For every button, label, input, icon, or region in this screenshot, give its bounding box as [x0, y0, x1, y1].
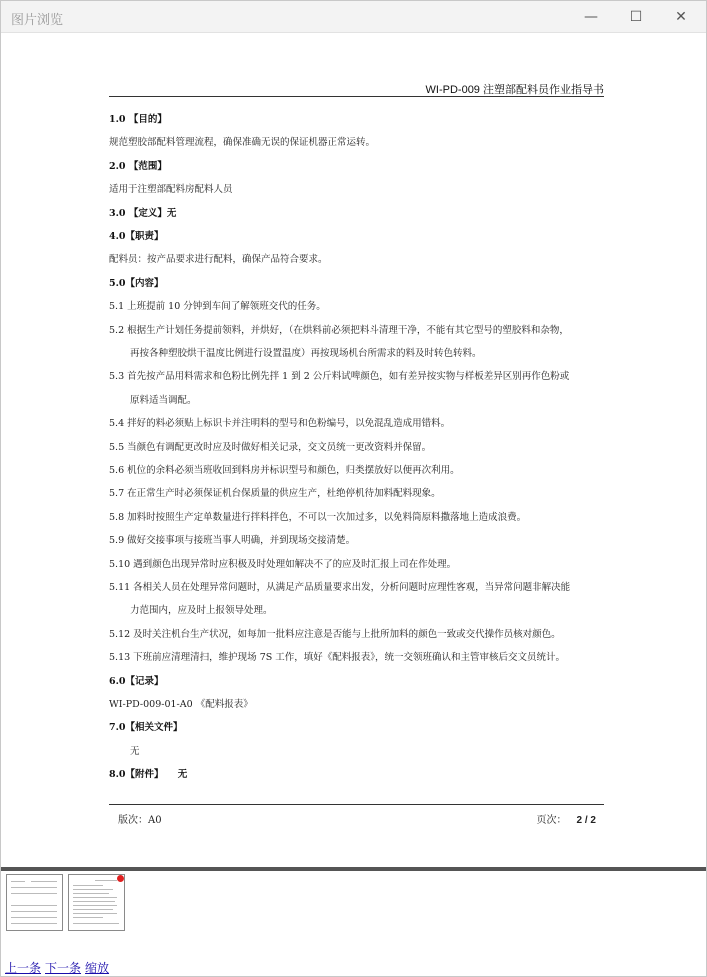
section-heading: 6.0【记录】 [109, 675, 164, 687]
text-line: 5.9 做好交接事项与接班当事人明确，并到现场交接清楚。 [109, 535, 356, 547]
minimize-button[interactable]: — [584, 8, 598, 25]
text-line: WI-PD-009-01-A0 《配料报表》 [109, 699, 253, 710]
section-heading: 4.0【职责】 [109, 231, 164, 242]
section-heading: 5.0【内容】 [109, 277, 164, 289]
text-line: 5.13 下班前应清理清扫，维护现场 7S 工作，填好《配料报表》，统一交领班确认和主管审核后交文员统计。 [109, 652, 566, 664]
page-value: 2 / 2 [576, 815, 596, 826]
document-header: WI-PD-009 注塑部配料员作业指导书 [425, 84, 604, 96]
text-line: 配料员：按产品要求进行配料，确保产品符合要求。 [109, 254, 328, 266]
window-title: 图片浏览 [11, 13, 64, 28]
text-line: 5.7 在正常生产时必须保证机台保质量的供应生产，杜绝停机待加料配料现象。 [109, 488, 441, 500]
next-link[interactable]: 下一条 [45, 961, 82, 975]
section-heading: 1.0 【目的】 [109, 114, 167, 125]
title-bar [1, 1, 706, 33]
thumbnail-strip [1, 871, 706, 959]
thumbnail-page-1[interactable] [6, 874, 63, 931]
text-line: 5.8 加料时按照生产定单数量进行拌料拌色，不可以一次加过多，以免料筒原料撒落地上造成浪费。 [109, 511, 527, 523]
header-rule [109, 96, 604, 97]
text-line: 5.4 拌好的料必须贴上标识卡并注明料的型号和色粉编号，以免混乱造成用错料。 [109, 418, 451, 430]
page-label: 页次： [536, 815, 567, 826]
text-line: 5.1 上班提前 10 分钟到车间了解领班交代的任务。 [109, 301, 326, 313]
text-line: 力范围内，应及时上报领导处理。 [130, 605, 273, 617]
text-line: 原料适当调配。 [130, 394, 197, 406]
text-line: 5.2 根据生产计划任务提前领料，并烘好，（在烘料前必须把料斗清理干净，不能有其它型号的塑胶料和杂物， [109, 324, 569, 336]
text-line: 5.10 遇到颜色出现异常时应积极及时处理如解决不了的应及时汇报上司在作处理。 [109, 558, 457, 570]
prev-link[interactable]: 上一条 [5, 961, 42, 975]
text-line: 5.5 当颜色有调配更改时应及时做好相关记录，交文员统一更改资料并保留。 [109, 441, 432, 453]
version-label: 版次：A0 [118, 815, 162, 826]
close-button[interactable]: ✕ [675, 8, 687, 25]
text-line: 再按各种塑胶烘干温度比例进行设置温度）再按现场机台所需求的料及时转色转料。 [130, 348, 482, 359]
zoom-link[interactable]: 缩放 [85, 961, 110, 975]
footer-rule [109, 804, 604, 805]
text-line: 5.11 各相关人员在处理异常问题时，从满足产品质量要求出发，分析问题时应理性客观，当异常问题非解决能 [109, 582, 571, 593]
text-line: 5.6 机位的余料必须当班收回到料房并标识型号和颜色，归类摆放好以便再次利用。 [109, 465, 460, 476]
page-number [537, 811, 596, 826]
section-heading: 8.0【附件】 无 [109, 769, 188, 781]
text-line: 无 [130, 745, 140, 757]
section-heading: 3.0 【定义】无 [109, 207, 177, 219]
text-line: 规范塑胶部配料管理流程，确保准确无误的保证机器正常运转。 [109, 137, 376, 149]
navigation-links [5, 959, 113, 976]
text-line: 5.12 及时关注机台生产状况，如每加一批料应注意是否能与上批所加料的颜色一致或交代操作员核对颜色。 [109, 628, 561, 640]
text-line: 适用于注塑部配料房配料人员 [109, 184, 233, 196]
text-line: 5.3 首先按产品用料需求和色粉比例先拌 1 到 2 公斤料试啤颜色，如有差异按实物与样板差异区别再作色粉或 [109, 371, 570, 383]
section-heading: 2.0 【范围】 [109, 160, 167, 172]
thumbnail-page-2[interactable] [68, 874, 125, 931]
maximize-button[interactable]: ☐ [629, 8, 643, 25]
current-page-marker [117, 875, 124, 882]
section-heading: 7.0【相关文件】 [109, 722, 183, 734]
